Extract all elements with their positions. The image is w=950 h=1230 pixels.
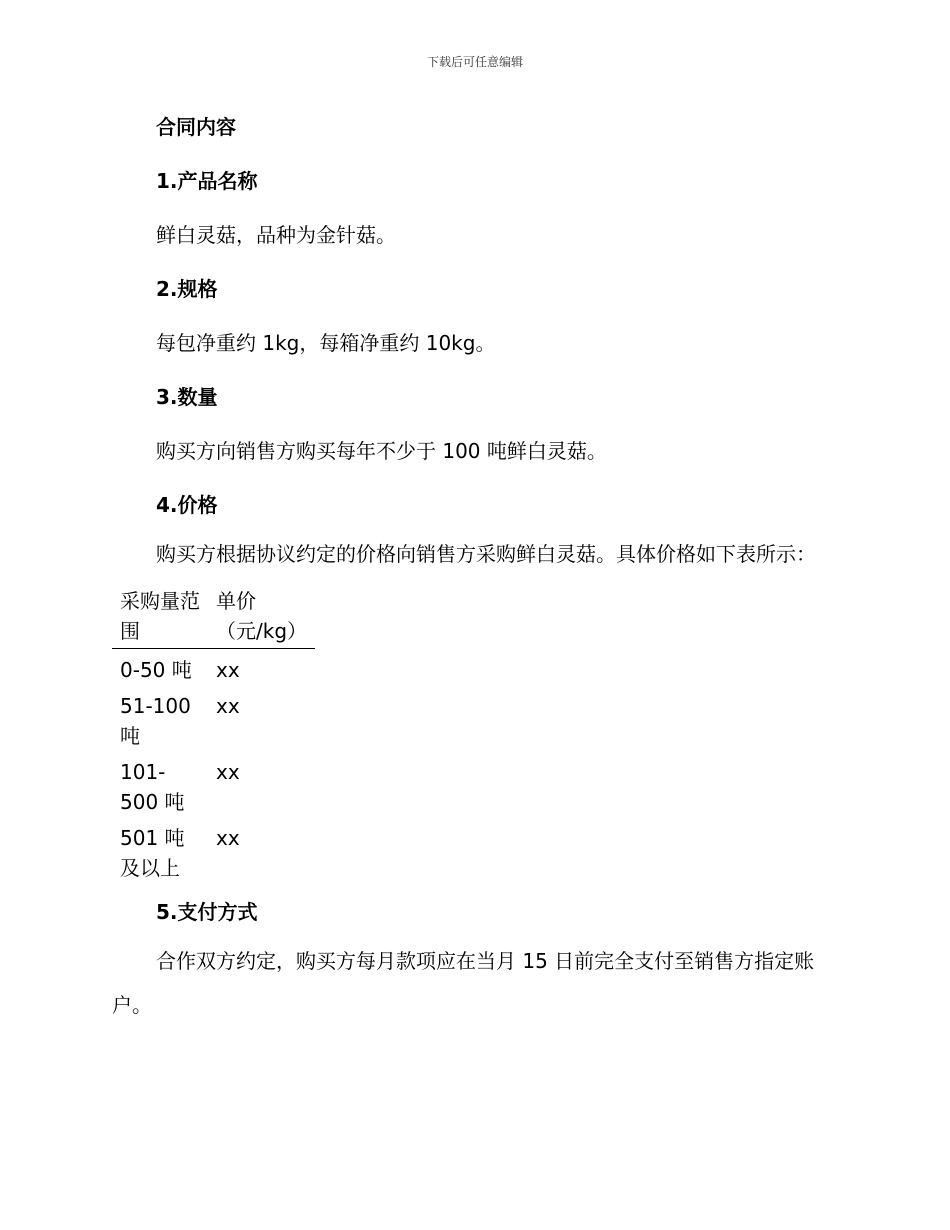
section-heading-price: 4.价格 bbox=[156, 493, 218, 517]
section-body-spec: 每包净重约 1kg，每箱净重约 10kg。 bbox=[156, 331, 496, 355]
section-heading-product-name: 1.产品名称 bbox=[156, 169, 258, 193]
price-table-header-row bbox=[112, 586, 315, 649]
section-body-product-name: 鲜白灵菇，品种为金针菇。 bbox=[156, 223, 396, 247]
price-table-cell-price: xx bbox=[216, 694, 240, 718]
section-heading-payment: 5.支付方式 bbox=[156, 900, 258, 924]
page-header-note: 下载后可任意编辑 bbox=[426, 55, 523, 69]
table-row bbox=[112, 819, 315, 885]
contract-title: 合同内容 bbox=[156, 115, 236, 139]
table-row bbox=[112, 649, 315, 688]
document-body bbox=[112, 112, 832, 1027]
price-table-cell-range: 51-100 吨 bbox=[120, 694, 191, 748]
price-table-header-unit-price: 单价（元/kg） bbox=[208, 586, 315, 649]
section-heading-quantity: 3.数量 bbox=[156, 385, 218, 409]
section-body-quantity: 购买方向销售方购买每年不少于 100 吨鲜白灵菇。 bbox=[156, 439, 607, 463]
price-table-cell-price: xx bbox=[216, 760, 240, 784]
section-heading-spec: 2.规格 bbox=[156, 277, 218, 301]
price-table-cell-range: 0-50 吨 bbox=[120, 658, 192, 682]
price-table-cell-range: 101-500 吨 bbox=[120, 760, 185, 814]
table-row bbox=[112, 687, 315, 753]
table-row bbox=[112, 753, 315, 819]
section-body-payment: 合作双方约定，购买方每月款项应在当月 15 日前完全支付至销售方指定账户。 bbox=[112, 949, 815, 1017]
price-table-header-range: 采购量范围 bbox=[112, 586, 208, 649]
price-table-cell-price: xx bbox=[216, 826, 240, 850]
price-table-cell-range: 501 吨及以上 bbox=[120, 826, 185, 880]
price-table bbox=[112, 586, 315, 885]
price-table-cell-price: xx bbox=[216, 658, 240, 682]
section-body-price: 购买方根据协议约定的价格向销售方采购鲜白灵菇。具体价格如下表所示： bbox=[156, 542, 816, 566]
